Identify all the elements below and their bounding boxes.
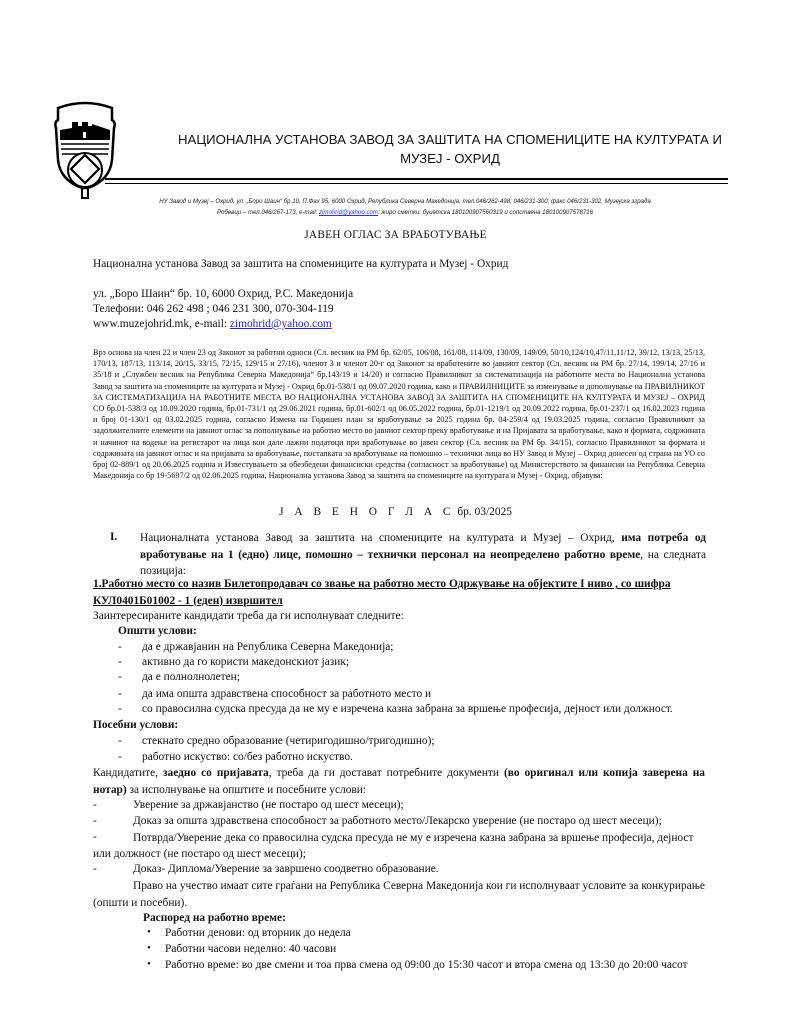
- section-1-end: , на следната позиција:: [140, 548, 706, 577]
- ad-number-label: Ј А В Е Н О Г Л А С: [279, 506, 455, 518]
- header-divider: [105, 178, 728, 184]
- document-item: Потврда/Уверение дека со правосилна судска пресуда не му е изречена казна забрана за вршење професија, дејност или должност (не постаро од шест месеци);: [93, 832, 694, 860]
- list-dash: -: [93, 863, 97, 875]
- schedule-item: Работно време: во две смени и тоа прва смена од 09:00 до 15:30 часот и втора смена од 13:30 до 20:00 часот: [165, 959, 688, 971]
- list-dash: -: [118, 735, 122, 747]
- legal-basis-paragraph: Врз основа на член 22 и член 23 од Законот за работни односи (Сл. весник на РМ бр. 62/05, 106/08, 161/08, 114/09, 130/09, 149/09, 50/10,124/10,47/11,11/12, 39/12, 13/13, 25/13, 170/13, 187/13, 113/14, 20/15, 33/15, 72/15, 129/15 и 27/16), членот 3 и членот 20-г од Законот за вработените во јавниот сектор (Сл. весник на РМ бр. 27/14, 199/14, 27/16 и 35/18 и „Службен весник на Република Северна Македонија“ бр.143/19 и 14/20) и согласно Правилникот за систематизација на работните места во Национална установа Завод за заштита на спомениците на културата и Музеј - Охрид бр.01-538/1 од 09.07.2020 година, како и ПРАВИЛНИЦИТЕ за изменување и дополнување на ПРАВИЛНИКОТ ЗА СИСТЕМАТИЗАЦИЈА НА РАБОТНИТЕ МЕСТА ВО НАЦИОНАЛНА УСТАНОВА ЗАВОД ЗА ЗАШТИТА НА СПОМЕНИЦИТЕ НА КУЛТУРАТА И МУЗЕЈ – ОХРИД СО бр.01-538/3 од 10.09.2020 година, бр.01-731/1 од 29.06.2021 година, бр.01-602/1 од 06.05.2022 година, бр.01-1219/1 од 20.09.2022 година, бр.01-237/1 од 16.02.2023 година и број 01-130/1 од 03.02.2025 година, согласно Измена на Годишен план за вработување за 2025 година бр. 04-259/4 од 19.03.2025 година, согласно Правилникот за задолжителните елементи на јавниот оглас за пополнување на работно место во јавниот сектор преку вработување и на Пријавата за вработување, како и формата, содржината и начинот на водење на регистарот на лица кои дале лажни податоци при вработување во јавен сектор (Сл. весник на РМ бр. 34/15), согласно Правилникот за формата и содржината на јавниот оглас и на пријавата за вработување, постапката за вработување на помошно – технички лица во НУ Завод и Музеј – Охрид донесен од страна на УО со број 02-889/1 од 20.06.2025 година и Известувањето за обезбедени финансиски средства (согласност за вработување) од Министерството за финансии на Република Северна Македонија со бр 19-5697/2 од 02.06.2025 година, Национална установа Завод за заштита на спомениците на културата и Музеј - Охрид, објавува:: [93, 348, 705, 481]
- web-email-line: [93, 317, 332, 332]
- ad-number-value: бр. 03/2025: [454, 506, 512, 518]
- bullet-icon: •: [147, 926, 151, 938]
- schedule-heading: Распоред на работно време:: [143, 912, 286, 924]
- required-documents-intro: [93, 765, 705, 798]
- right-to-participate: Право на учество имаат сите граѓани на Република Северна Македонија кои ги исполнуваат условите за конкурирање (општи и посебни).: [93, 880, 705, 909]
- list-item: да е полнолнолетен;: [142, 671, 240, 683]
- letterhead-contact-info: [120, 196, 690, 218]
- ad-number-heading: [0, 506, 791, 518]
- docs-intro-part: , треба да ги достават потребните документи: [268, 767, 504, 779]
- organization-title: [150, 130, 750, 168]
- document-item: Доказ- Диплома/Уверение за завршено соодветно образование.: [133, 863, 439, 875]
- document-item: Доказ за општа здравствена способност за работното место/Лекарско уверение (не постаро од шест месеци);: [133, 815, 662, 827]
- document-item: Уверение за државјанство (не постаро од шест месеци);: [133, 799, 404, 811]
- email-link[interactable]: zimohrid@yahoo.com: [229, 318, 332, 330]
- list-item: да има општа здравствена способност за работното место и: [142, 688, 432, 700]
- list-dash: -: [93, 815, 97, 827]
- list-item: работно искуство: со/без работно искуство.: [142, 751, 353, 763]
- list-item: со правосилна судска пресуда да не му е изречена казна забрана за вршење професија, дејност или должност.: [142, 703, 673, 715]
- section-1-intro: Националната установа Завод за заштита на спомениците на културата и Музеј – Охрид,: [140, 532, 622, 544]
- list-item: стекнато средно образование (четиригодишно/тригодишно);: [142, 735, 435, 747]
- contact-line-2-suffix: ; жиро сметки: буџетска 180100907560319 и сопствена 180100907578716: [378, 209, 594, 216]
- list-dash: -: [93, 831, 97, 843]
- docs-intro-bold: заедно со пријавата: [162, 767, 269, 779]
- bullet-icon: •: [147, 958, 151, 970]
- list-dash: -: [118, 751, 122, 763]
- interested-candidates-intro: Заинтересираните кандидати треба да ги исполнуваат следните:: [93, 610, 404, 622]
- position-title-line-1: 1.Работно место со назив Билетопродавач со звање на работно место Одржување на објектите I ниво , со шифра: [93, 578, 671, 590]
- docs-intro-part: Кандидатите,: [93, 767, 163, 779]
- phones: Телефони: 046 262 498 ; 046 231 300, 070-304-119: [93, 303, 334, 315]
- organization-title-line-2: МУЗЕЈ - ОХРИД: [400, 151, 500, 166]
- section-1-text: [140, 530, 706, 580]
- section-1-emphasis: има потреба од вработување на 1 (едно) лице, помошно – технички персонал на неопределено работно време: [140, 532, 706, 561]
- bullet-icon: •: [147, 942, 151, 954]
- address: ул. „Боро Шаин“ бр. 10, 6000 Охрид, Р.С. Македонија: [93, 288, 354, 300]
- position-title-line-2: КУЛ0401Б01002 - 1 (еден) извршител: [93, 594, 283, 607]
- contact-line-1: НУ Завод и Музеј – Охрид, ул. „Боро Шаин“ бр.10, П.Фах 95, 6000 Охрид, Република Северна Македонија, тел.046/262-498; 046/231-300; факс 046/231-302, Музејска зграда: [159, 198, 651, 205]
- ad-title: ЈАВЕН ОГЛАС ЗА ВРАБОТУВАЊЕ: [304, 229, 487, 241]
- section-numeral: I.: [110, 531, 118, 543]
- list-dash: -: [93, 799, 97, 811]
- list-dash: -: [118, 688, 122, 700]
- general-conditions-heading: Општи услови:: [118, 625, 197, 637]
- docs-intro-part: за исполнување на општите и посебните услови:: [126, 783, 367, 796]
- organization-title-line-1: НАЦИОНАЛНА УСТАНОВА ЗАВОД ЗА ЗАШТИТА НА СПОМЕНИЦИТЕ НА КУЛТУРАТА И: [178, 132, 722, 147]
- list-dash: -: [118, 641, 122, 653]
- list-dash: -: [118, 703, 122, 715]
- contact-line-2-prefix: Робевци – тел.046/267-173, e-mail:: [216, 209, 319, 216]
- letterhead-email-link[interactable]: zimohrid@yahoo.com: [318, 209, 379, 216]
- contact-line-2: [120, 207, 690, 218]
- institution-name: Национална установа Завод за заштита на спомениците на културата и Музеј - Охрид: [93, 258, 509, 270]
- special-conditions-heading: Посебни услови:: [93, 719, 179, 731]
- list-dash: -: [118, 656, 122, 668]
- position-title: [93, 576, 733, 609]
- docs-intro-bold: (во оригинал или копија заверена на нотар): [93, 767, 705, 796]
- schedule-item: Работни денови: од вторник до недела: [165, 927, 351, 939]
- website-text: www.muzejohrid.mk, e-mail:: [93, 318, 230, 330]
- list-item: да е државјанин на Република Северна Македонија;: [142, 641, 394, 653]
- list-item: активно да го користи македонскиот јазик;: [142, 656, 350, 668]
- institution-logo-icon: [52, 100, 116, 200]
- schedule-item: Работни часови неделно: 40 часови: [165, 943, 337, 955]
- list-dash: -: [118, 671, 122, 683]
